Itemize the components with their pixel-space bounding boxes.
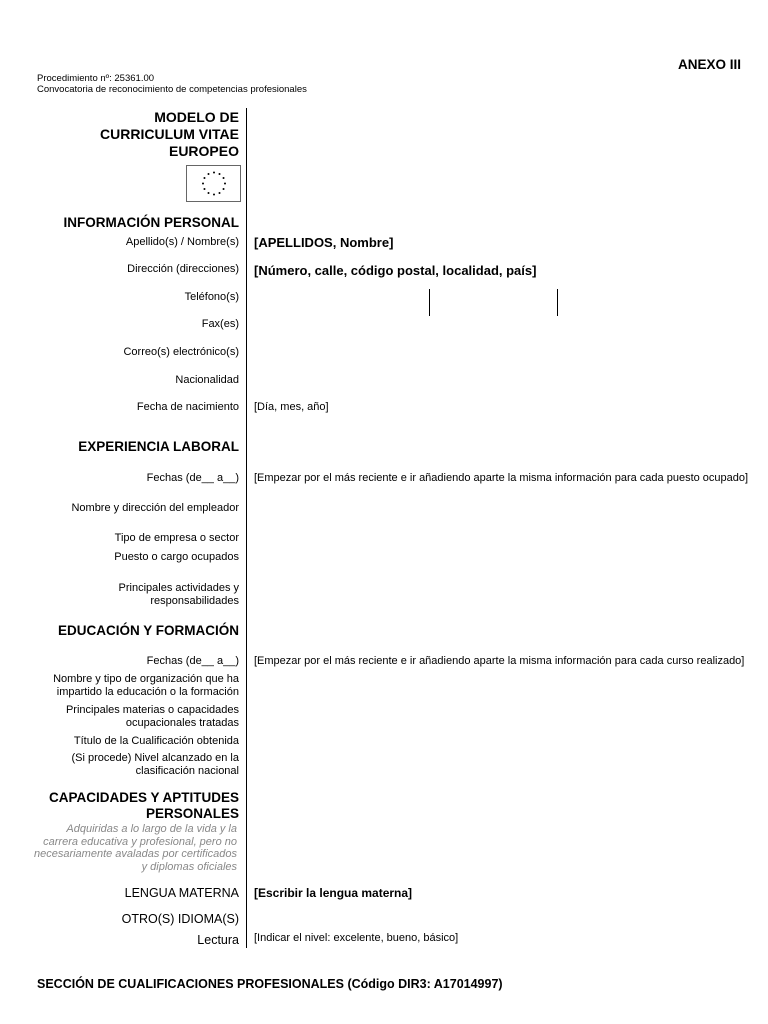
skills-title-line-2: PERSONALES [145, 806, 239, 821]
reading-label: Lectura [197, 933, 239, 947]
column-divider [246, 108, 247, 948]
email-label: Correo(s) electrónico(s) [123, 346, 239, 358]
birthdate-value[interactable]: [Día, mes, año] [254, 401, 329, 413]
subjects-label [66, 704, 239, 729]
nationality-label: Nacionalidad [175, 374, 239, 386]
annex-label: ANEXO III [677, 57, 741, 72]
footer-section: SECCIÓN DE CUALIFICACIONES PROFESIONALES (Código DIR3: A17014997) [37, 977, 503, 991]
mother-tongue-value[interactable]: [Escribir la lengua materna] [254, 886, 413, 900]
skills-note-line-3: necesariamente avaladas por certificados [33, 848, 237, 860]
flag-star [203, 177, 205, 179]
qualification-label: Título de la Cualificación obtenida [73, 735, 239, 747]
phone-field-divider [557, 289, 558, 316]
flag-star [223, 177, 225, 179]
model-title [100, 109, 239, 160]
reading-value[interactable]: [Indicar el nivel: excelente, bueno, básico] [254, 932, 459, 944]
work-dates-value[interactable]: [Empezar por el más reciente e ir añadiendo aparte la misma información para cada puesto ocupado] [254, 472, 749, 484]
procedure-number: Procedimiento nº: 25361.00 [37, 73, 155, 84]
call-description: Convocatoria de reconocimiento de competencias profesionales [37, 84, 307, 95]
education-title: EDUCACIÓN Y FORMACIÓN [57, 623, 239, 638]
phone-field-divider [429, 289, 430, 316]
activities-label-line-2: responsabilidades [150, 594, 239, 607]
education-dates-label: Fechas (de__ a__) [146, 655, 239, 667]
flag-star [213, 172, 215, 174]
position-label: Puesto o cargo ocupados [114, 551, 239, 563]
flag-star [208, 192, 210, 194]
fax-label: Fax(es) [201, 318, 239, 330]
flag-star [219, 192, 221, 194]
birthdate-label: Fecha de nacimiento [136, 401, 239, 413]
skills-note-line-4: y diplomas oficiales [141, 860, 237, 873]
employer-label: Nombre y dirección del empleador [71, 502, 239, 514]
address-label: Dirección (direcciones) [127, 263, 239, 275]
model-title-line-3: EUROPEO [168, 143, 239, 159]
education-dates-value[interactable]: [Empezar por el más reciente e ir añadiendo aparte la misma información para cada curso realizado] [254, 655, 745, 667]
eu-flag-icon [186, 165, 241, 202]
name-value[interactable]: [APELLIDOS, Nombre] [254, 235, 394, 250]
subjects-label-line-1: Principales materias o capacidades [65, 704, 239, 716]
flag-star [223, 188, 225, 190]
activities-label-line-1: Principales actividades y [118, 582, 239, 594]
flag-star [213, 194, 215, 196]
flag-star [224, 183, 226, 185]
skills-note-line-2: carrera educativa y profesional, pero no [43, 835, 237, 848]
flag-star [219, 173, 221, 175]
flag-star [208, 173, 210, 175]
flag-star [202, 183, 204, 185]
skills-title [49, 790, 239, 822]
personal-info-title: INFORMACIÓN PERSONAL [63, 215, 239, 230]
level-label-line-2: clasificación nacional [135, 764, 239, 777]
organization-label-line-2: impartido la educación o la formación [56, 685, 239, 698]
model-title-line-2: CURRICULUM VITAE [100, 126, 239, 142]
sector-label: Tipo de empresa o sector [114, 532, 239, 544]
model-title-line-1: MODELO DE [154, 109, 239, 125]
activities-label [119, 582, 239, 607]
flag-star [203, 188, 205, 190]
level-label [71, 752, 239, 777]
subjects-label-line-2: ocupacionales tratadas [125, 716, 239, 729]
other-languages-label: OTRO(S) IDIOMA(S) [121, 912, 239, 926]
address-value[interactable]: [Número, calle, código postal, localidad, país] [254, 263, 537, 278]
skills-note-line-1: Adquiridas a lo largo de la vida y la [66, 823, 237, 835]
level-label-line-1: (Si procede) Nivel alcanzado en la [71, 752, 239, 764]
organization-label [53, 673, 239, 698]
work-dates-label: Fechas (de__ a__) [146, 472, 239, 484]
skills-title-line-1: CAPACIDADES Y APTITUDES [48, 790, 239, 805]
mother-tongue-label: LENGUA MATERNA [124, 886, 239, 900]
organization-label-line-1: Nombre y tipo de organización que ha [53, 673, 239, 685]
name-label: Apellido(s) / Nombre(s) [125, 236, 239, 248]
phone-label: Teléfono(s) [184, 291, 239, 303]
work-experience-title: EXPERIENCIA LABORAL [78, 439, 239, 454]
skills-note [34, 823, 237, 873]
